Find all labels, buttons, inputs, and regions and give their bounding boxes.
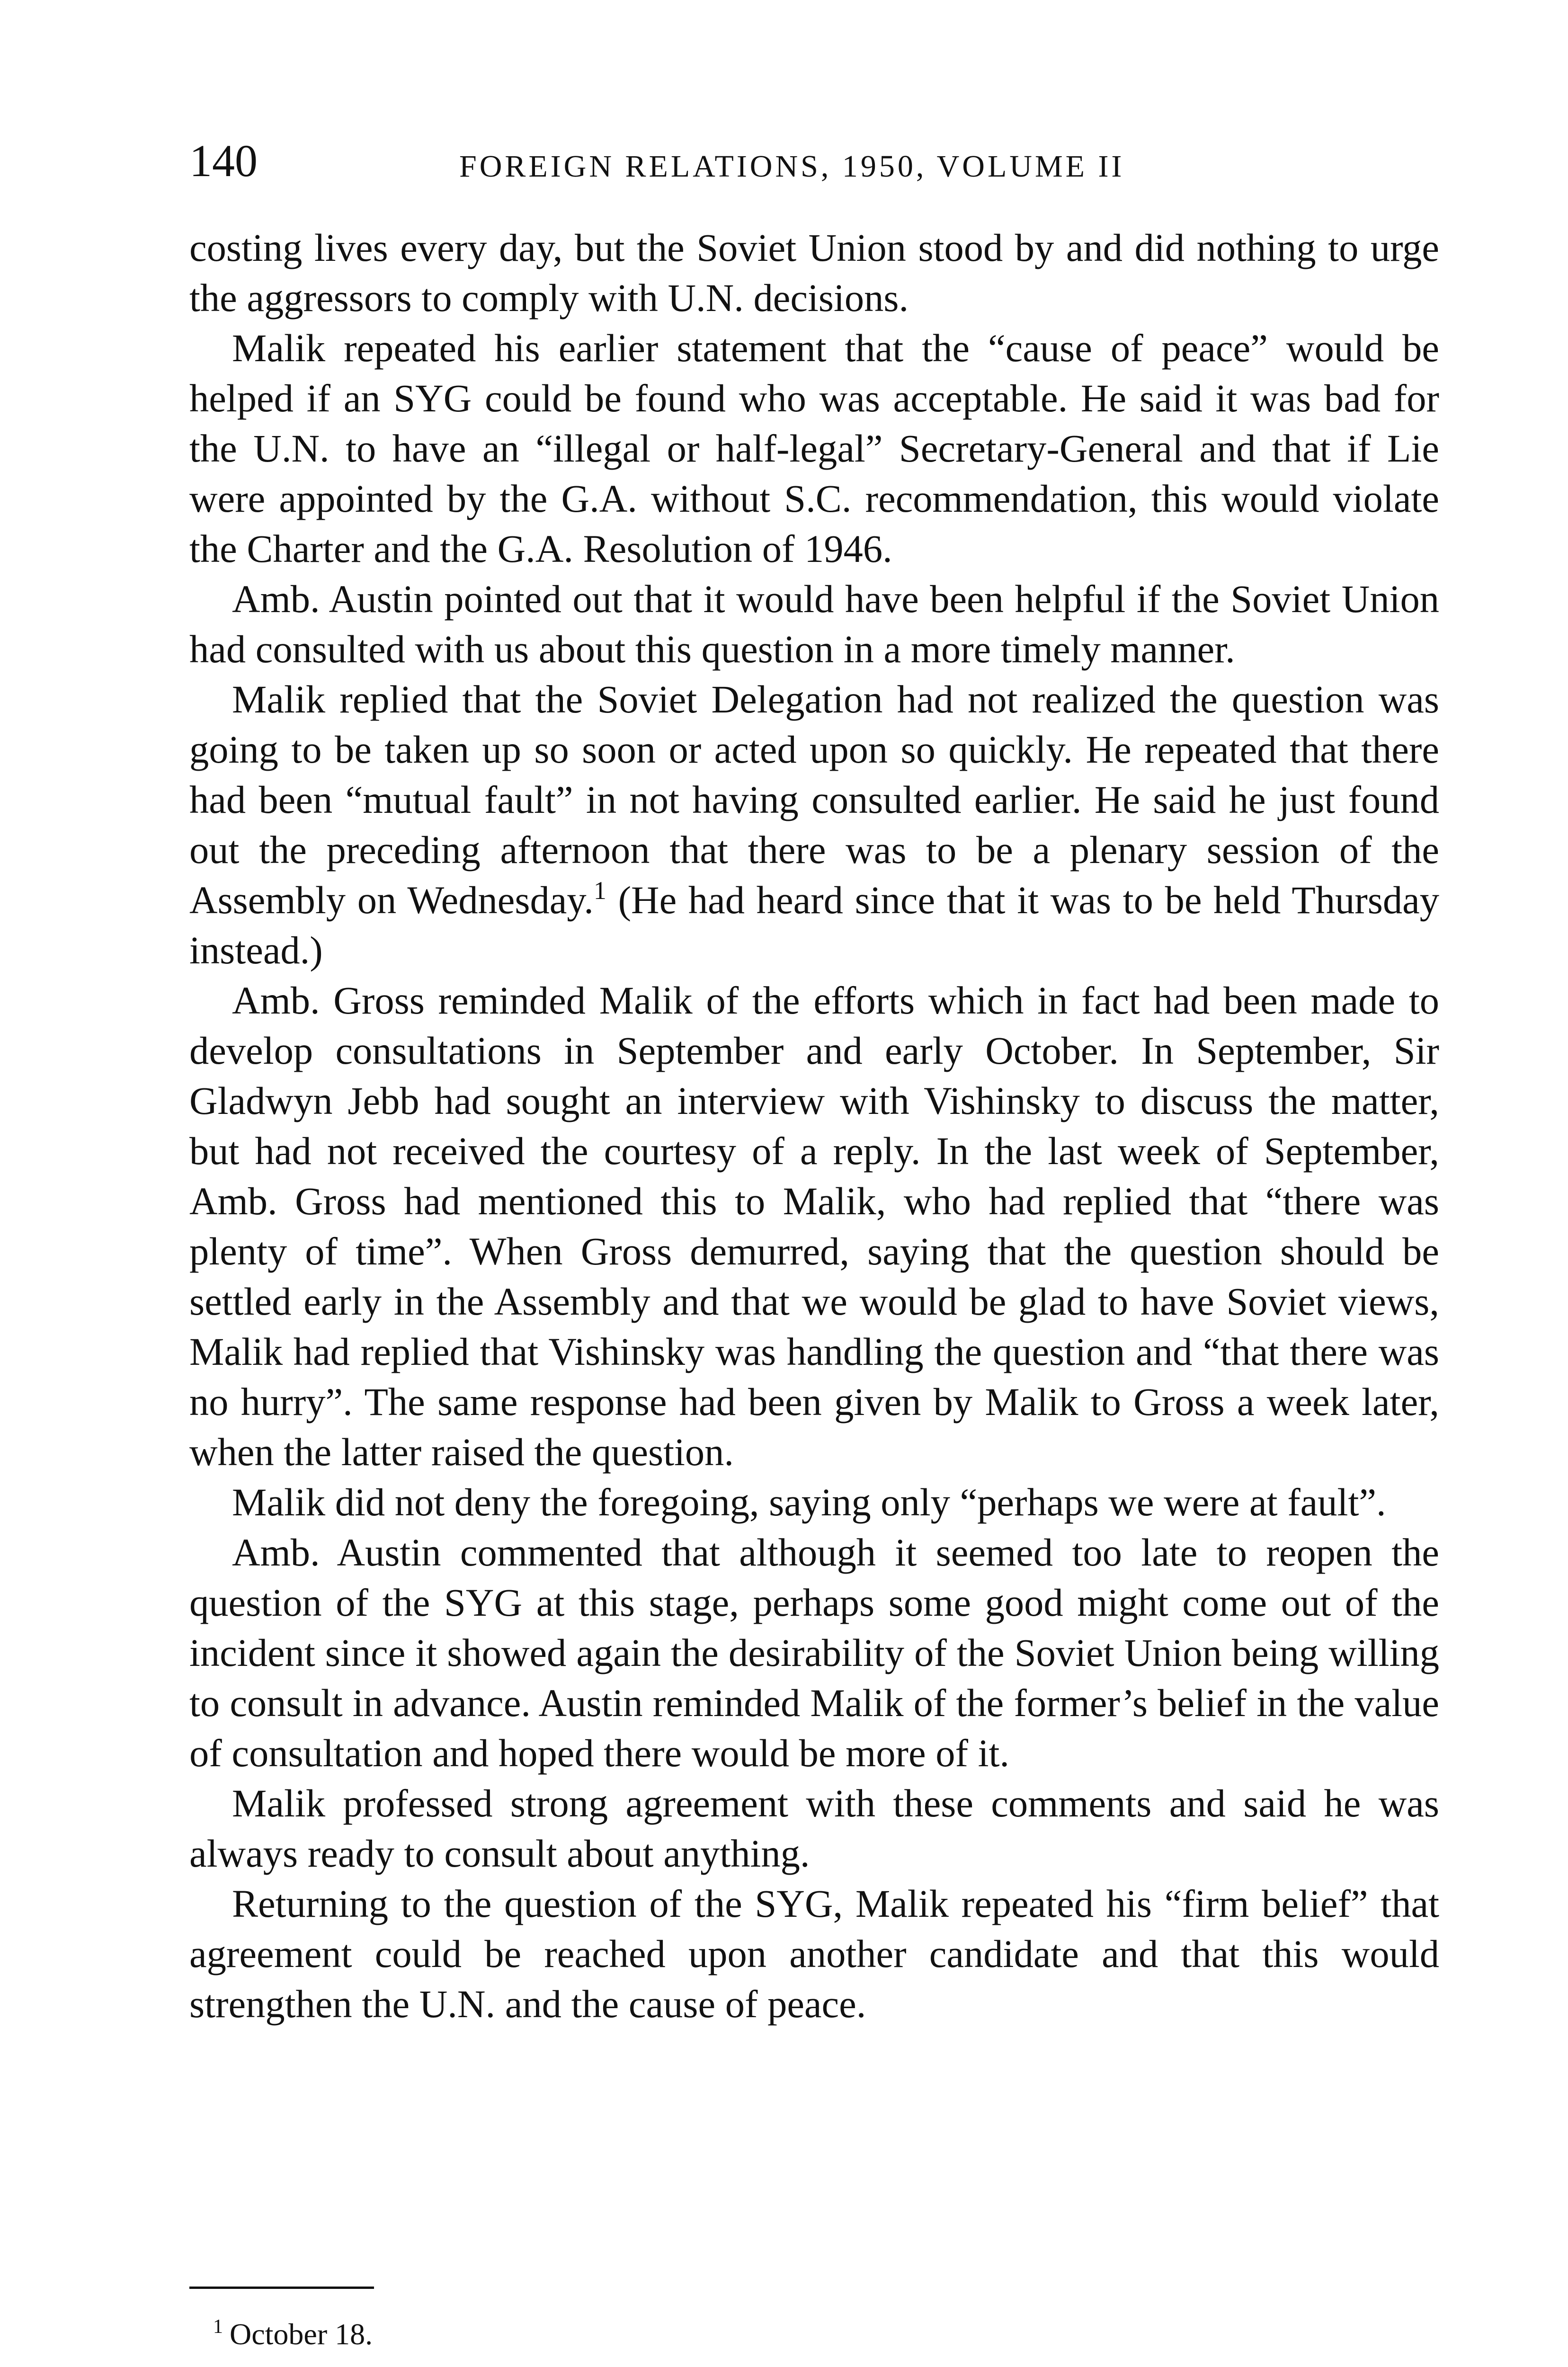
paragraph-9: Returning to the question of the SYG, Malik repeated his “firm belief” that agreement could be reached upon another candidate and that this would strengthen the U.N. and the cause of peace.: [189, 1882, 1439, 2026]
footnote-rule: [189, 2287, 374, 2289]
paragraph-8: Malik professed strong agreement with these comments and said he was always ready to consult about anything.: [189, 1781, 1439, 1875]
running-title: FOREIGN RELATIONS, 1950, VOLUME II: [459, 149, 1125, 184]
paragraph-4-text-before-note: Malik replied that the Soviet Delegation had not realized the question was going to be taken up so soon or acted upon so quickly. He repeated that there had been “mutual fault” in not having consulted earlier. He said he just found out the preceding afternoon that there was to be a plenary session of the Assembly on Wednesday.: [189, 677, 1439, 922]
paragraph-3: Amb. Austin pointed out that it would have been helpful if the Soviet Union had consulted with us about this question in a more timely manner.: [189, 577, 1439, 671]
paragraph-5: Amb. Gross reminded Malik of the efforts which in fact had been made to develop consultations in September and early October. In September, Sir Gladwyn Jebb had sought an interview with Vishinsky to discuss the matter, but had not received the courtesy of a reply. In the last week of September, Amb. Gross had mentioned this to Malik, who had replied that “there was plenty of time”. When Gross demurred, saying that the question should be settled early in the Assembly and that we would be glad to have Soviet views, Malik had replied that Vishinsky was handling the question and “that there was no hurry”. The same response had been given by Malik to Gross a week later, when the latter raised the question.: [189, 979, 1439, 1474]
paragraph-7: Amb. Austin commented that although it seemed too late to reopen the question of the SYG at this stage, perhaps some good might come out of the incident since it showed again the desirability of the Soviet Union being willing to consult in advance. Austin reminded Malik of the former’s belief in the value of consultation and hoped there would be more of it.: [189, 1531, 1439, 1775]
footnote-text: October 18.: [230, 2317, 373, 2351]
page-number: 140: [189, 135, 258, 186]
paragraph-6: Malik did not deny the foregoing, saying only “perhaps we were at fault”.: [232, 1480, 1386, 1524]
footnote-reference: 1: [593, 876, 606, 905]
paragraph-1: costing lives every day, but the Soviet Union stood by and did nothing to urge the aggressors to comply with U.N. decisions.: [189, 226, 1439, 320]
footnote-number: 1: [213, 2316, 223, 2338]
running-head: [189, 128, 1439, 194]
paragraph-2: Malik repeated his earlier statement that the “cause of peace” would be helped if an SYG could be found who was acceptable. He said it was bad for the U.N. to have an “illegal or half-legal” Secretary-General and that if Lie were appointed by the G.A. without S.C. recommendation, this would violate the Charter and the G.A. Resolution of 1946.: [189, 326, 1439, 570]
footnote: [213, 2298, 1439, 2363]
paragraph-4-text-after-note: (He had heard since that it was to be held Thursday instead.): [189, 878, 1439, 972]
paragraph-4: [189, 674, 1439, 975]
body-text: [189, 222, 1439, 2029]
